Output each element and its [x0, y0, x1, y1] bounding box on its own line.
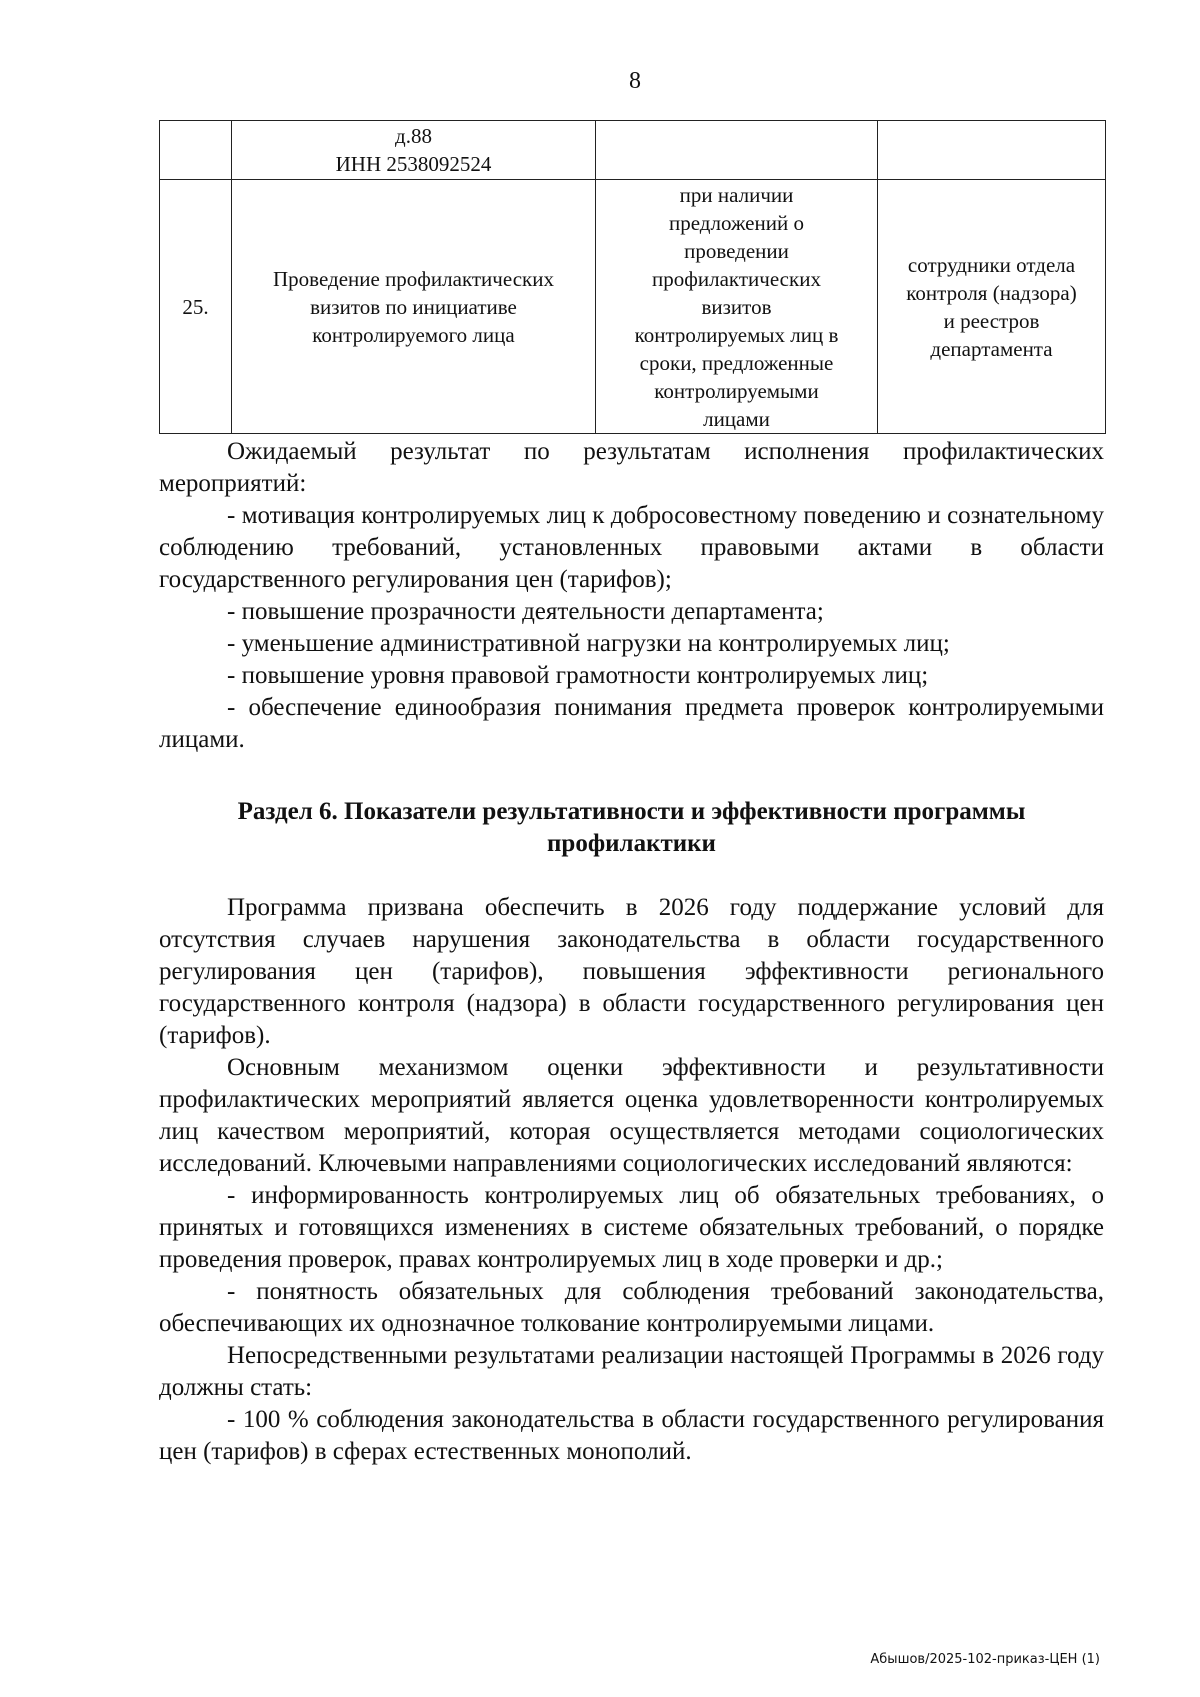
cell-line: лицами [703, 406, 770, 431]
timing-cell [596, 180, 878, 434]
cell-line: предложений о [669, 210, 804, 235]
list-item: - понятность обязательных для соблюдения требований законодательства, обеспечивающих их однозначное толкование контролируемыми лицами. [159, 1278, 1104, 1337]
responsible-cell [878, 180, 1106, 434]
list-item: - информированность контролируемых лиц об обязательных требованиях, о принятых и готовящихся изменениях в системе обязательных требований, о порядке проведения проверок, правах контролируемых лиц в ходе проверки и др.; [159, 1182, 1104, 1273]
cell-line: визитов по инициативе [310, 294, 517, 319]
document-reference: Абышов/2025-102-приказ-ЦЕН (1) [870, 1652, 1100, 1667]
list-item: - повышение уровня правовой грамотности контролируемых лиц; [227, 662, 929, 689]
section6-body [159, 892, 1104, 1468]
cell-line: контролируемого лица [312, 322, 515, 347]
cell-line: Проведение профилактических [273, 266, 554, 291]
section-heading-line: профилактики [547, 830, 716, 857]
list-item: - 100 % соблюдения законодательства в области государственного регулирования цен (тарифов) в сферах естественных монополий. [159, 1406, 1104, 1465]
cell-line: контролируемыми [654, 378, 819, 403]
page-number: 8 [629, 68, 641, 94]
timing-cell [596, 121, 878, 180]
cell-line: сроки, предложенные [639, 350, 834, 375]
measure-cell [232, 121, 596, 180]
cell-line: проведении [684, 238, 789, 263]
expected-result-block [159, 436, 1104, 756]
row-number-cell: 25. [160, 180, 232, 434]
paragraph: Непосредственными результатами реализации настоящей Программы в 2026 году должны стать: [159, 1342, 1104, 1401]
cell-line: контролируемых лиц в [634, 322, 839, 347]
section-heading-line: Раздел 6. Показатели результативности и эффективности программы [237, 798, 1026, 825]
cell-line: и реестров [943, 308, 1040, 333]
list-item: - мотивация контролируемых лиц к добросовестному поведению и сознательному соблюдению требований, установленных правовыми актами в области государственного регулирования цен (тарифов); [159, 502, 1104, 593]
measures-table [159, 120, 1106, 434]
list-item: - уменьшение административной нагрузки на контролируемых лиц; [227, 630, 950, 657]
paragraph: Основным механизмом оценки эффективности и результативности профилактических мероприятий является оценка удовлетворенности контролируемых лиц качеством мероприятий, которая осуществляется методами социологических исследований. Ключевыми направлениями социологических исследований являются: [159, 1054, 1104, 1177]
section-heading [159, 796, 1104, 860]
expected-result-intro: Ожидаемый результат по результатам исполнения профилактических мероприятий: [159, 438, 1104, 497]
list-item: - повышение прозрачности деятельности департамента; [227, 598, 824, 625]
cell-line: профилактических [652, 266, 821, 291]
responsible-cell [878, 121, 1106, 180]
paragraph: Программа призвана обеспечить в 2026 году поддержание условий для отсутствия случаев нарушения законодательства в области государственного регулирования цен (тарифов), повышения эффективности регионального государственного контроля (надзора) в области государственного регулирования цен (тарифов). [159, 894, 1104, 1049]
row-number-cell [160, 121, 232, 180]
cell-line: ИНН 2538092524 [335, 152, 492, 176]
table-row [160, 121, 1106, 180]
cell-line: сотрудники отдела [907, 252, 1076, 277]
cell-line: визитов [701, 294, 772, 319]
cell-line: д.88 [395, 124, 432, 148]
cell-line: при наличии [679, 182, 794, 207]
measure-cell [232, 180, 596, 434]
table-row [160, 180, 1106, 434]
list-item: - обеспечение единообразия понимания предмета проверок контролируемыми лицами. [159, 694, 1104, 753]
cell-line: контроля (надзора) [906, 280, 1077, 305]
cell-line: департамента [930, 336, 1053, 361]
